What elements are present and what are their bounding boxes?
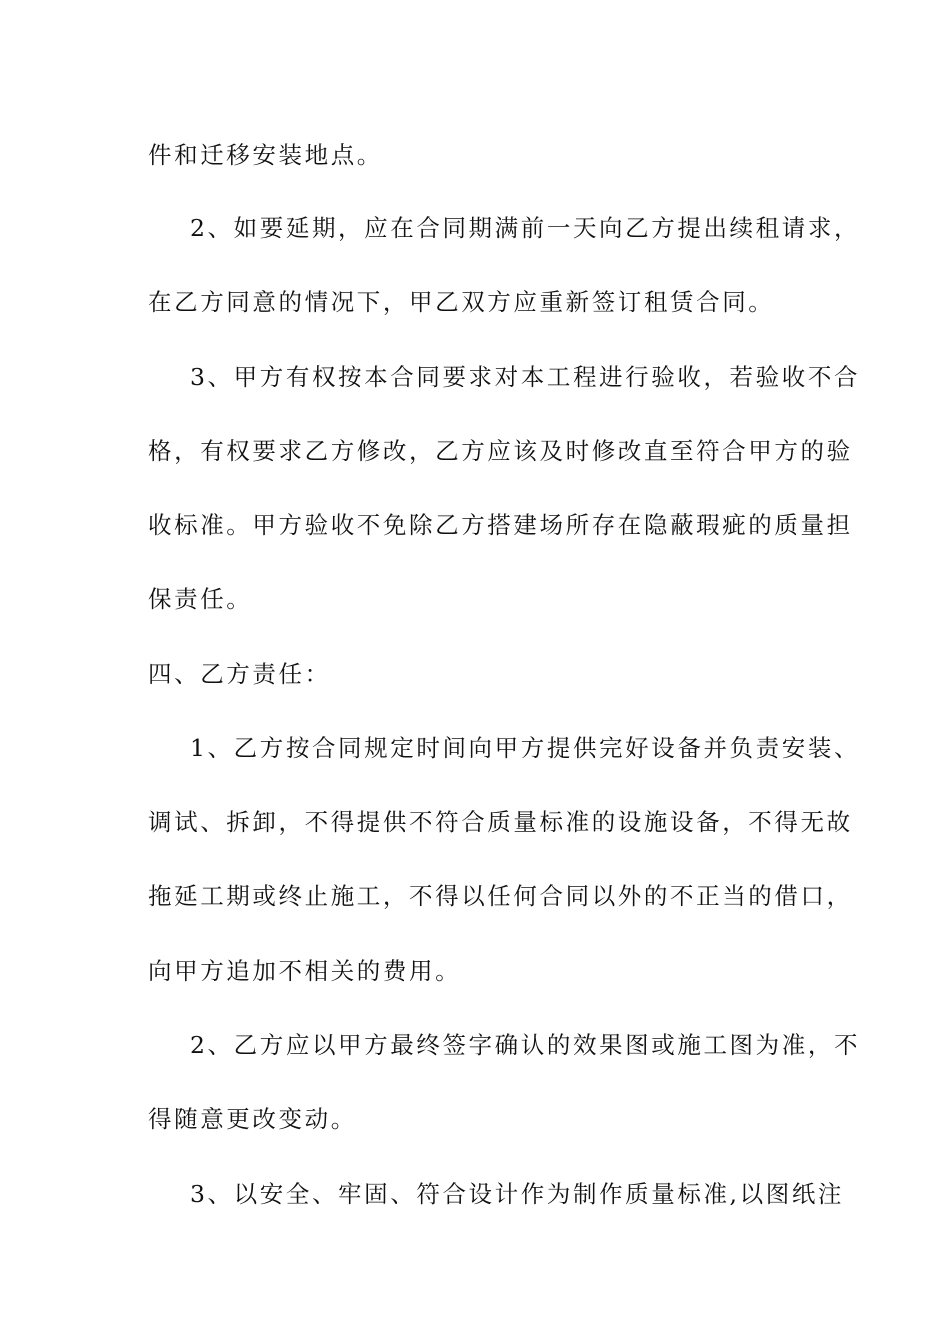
text-line: 收标准。甲方验收不免除乙方搭建场所存在隐蔽瑕疵的质量担 <box>148 511 853 539</box>
text-line: 3、以安全、牢固、符合设计作为制作质量标准,以图纸注 <box>190 1180 845 1208</box>
section-heading: 四、乙方责任： <box>148 660 331 688</box>
text-line: 得随意更改变动。 <box>148 1105 357 1133</box>
text-line: 拖延工期或终止施工，不得以任何合同以外的不正当的借口， <box>148 882 853 910</box>
text-line: 2、如要延期，应在合同期满前一天向乙方提出续租请求， <box>190 214 861 242</box>
text-line: 保责任。 <box>148 585 253 613</box>
text-line: 3、甲方有权按本合同要求对本工程进行验收，若验收不合 <box>190 363 861 391</box>
text-line: 件和迁移安装地点。 <box>148 141 383 169</box>
text-line: 在乙方同意的情况下，甲乙双方应重新签订租赁合同。 <box>148 288 775 316</box>
text-line: 1、乙方按合同规定时间向甲方提供完好设备并负责安装、 <box>190 734 861 762</box>
text-line: 向甲方追加不相关的费用。 <box>148 957 462 985</box>
text-line: 2、乙方应以甲方最终签字确认的效果图或施工图为准，不 <box>190 1031 861 1059</box>
text-line: 调试、拆卸，不得提供不符合质量标准的设施设备，不得无故 <box>148 808 853 836</box>
text-line: 格，有权要求乙方修改，乙方应该及时修改直至符合甲方的验 <box>148 437 853 465</box>
